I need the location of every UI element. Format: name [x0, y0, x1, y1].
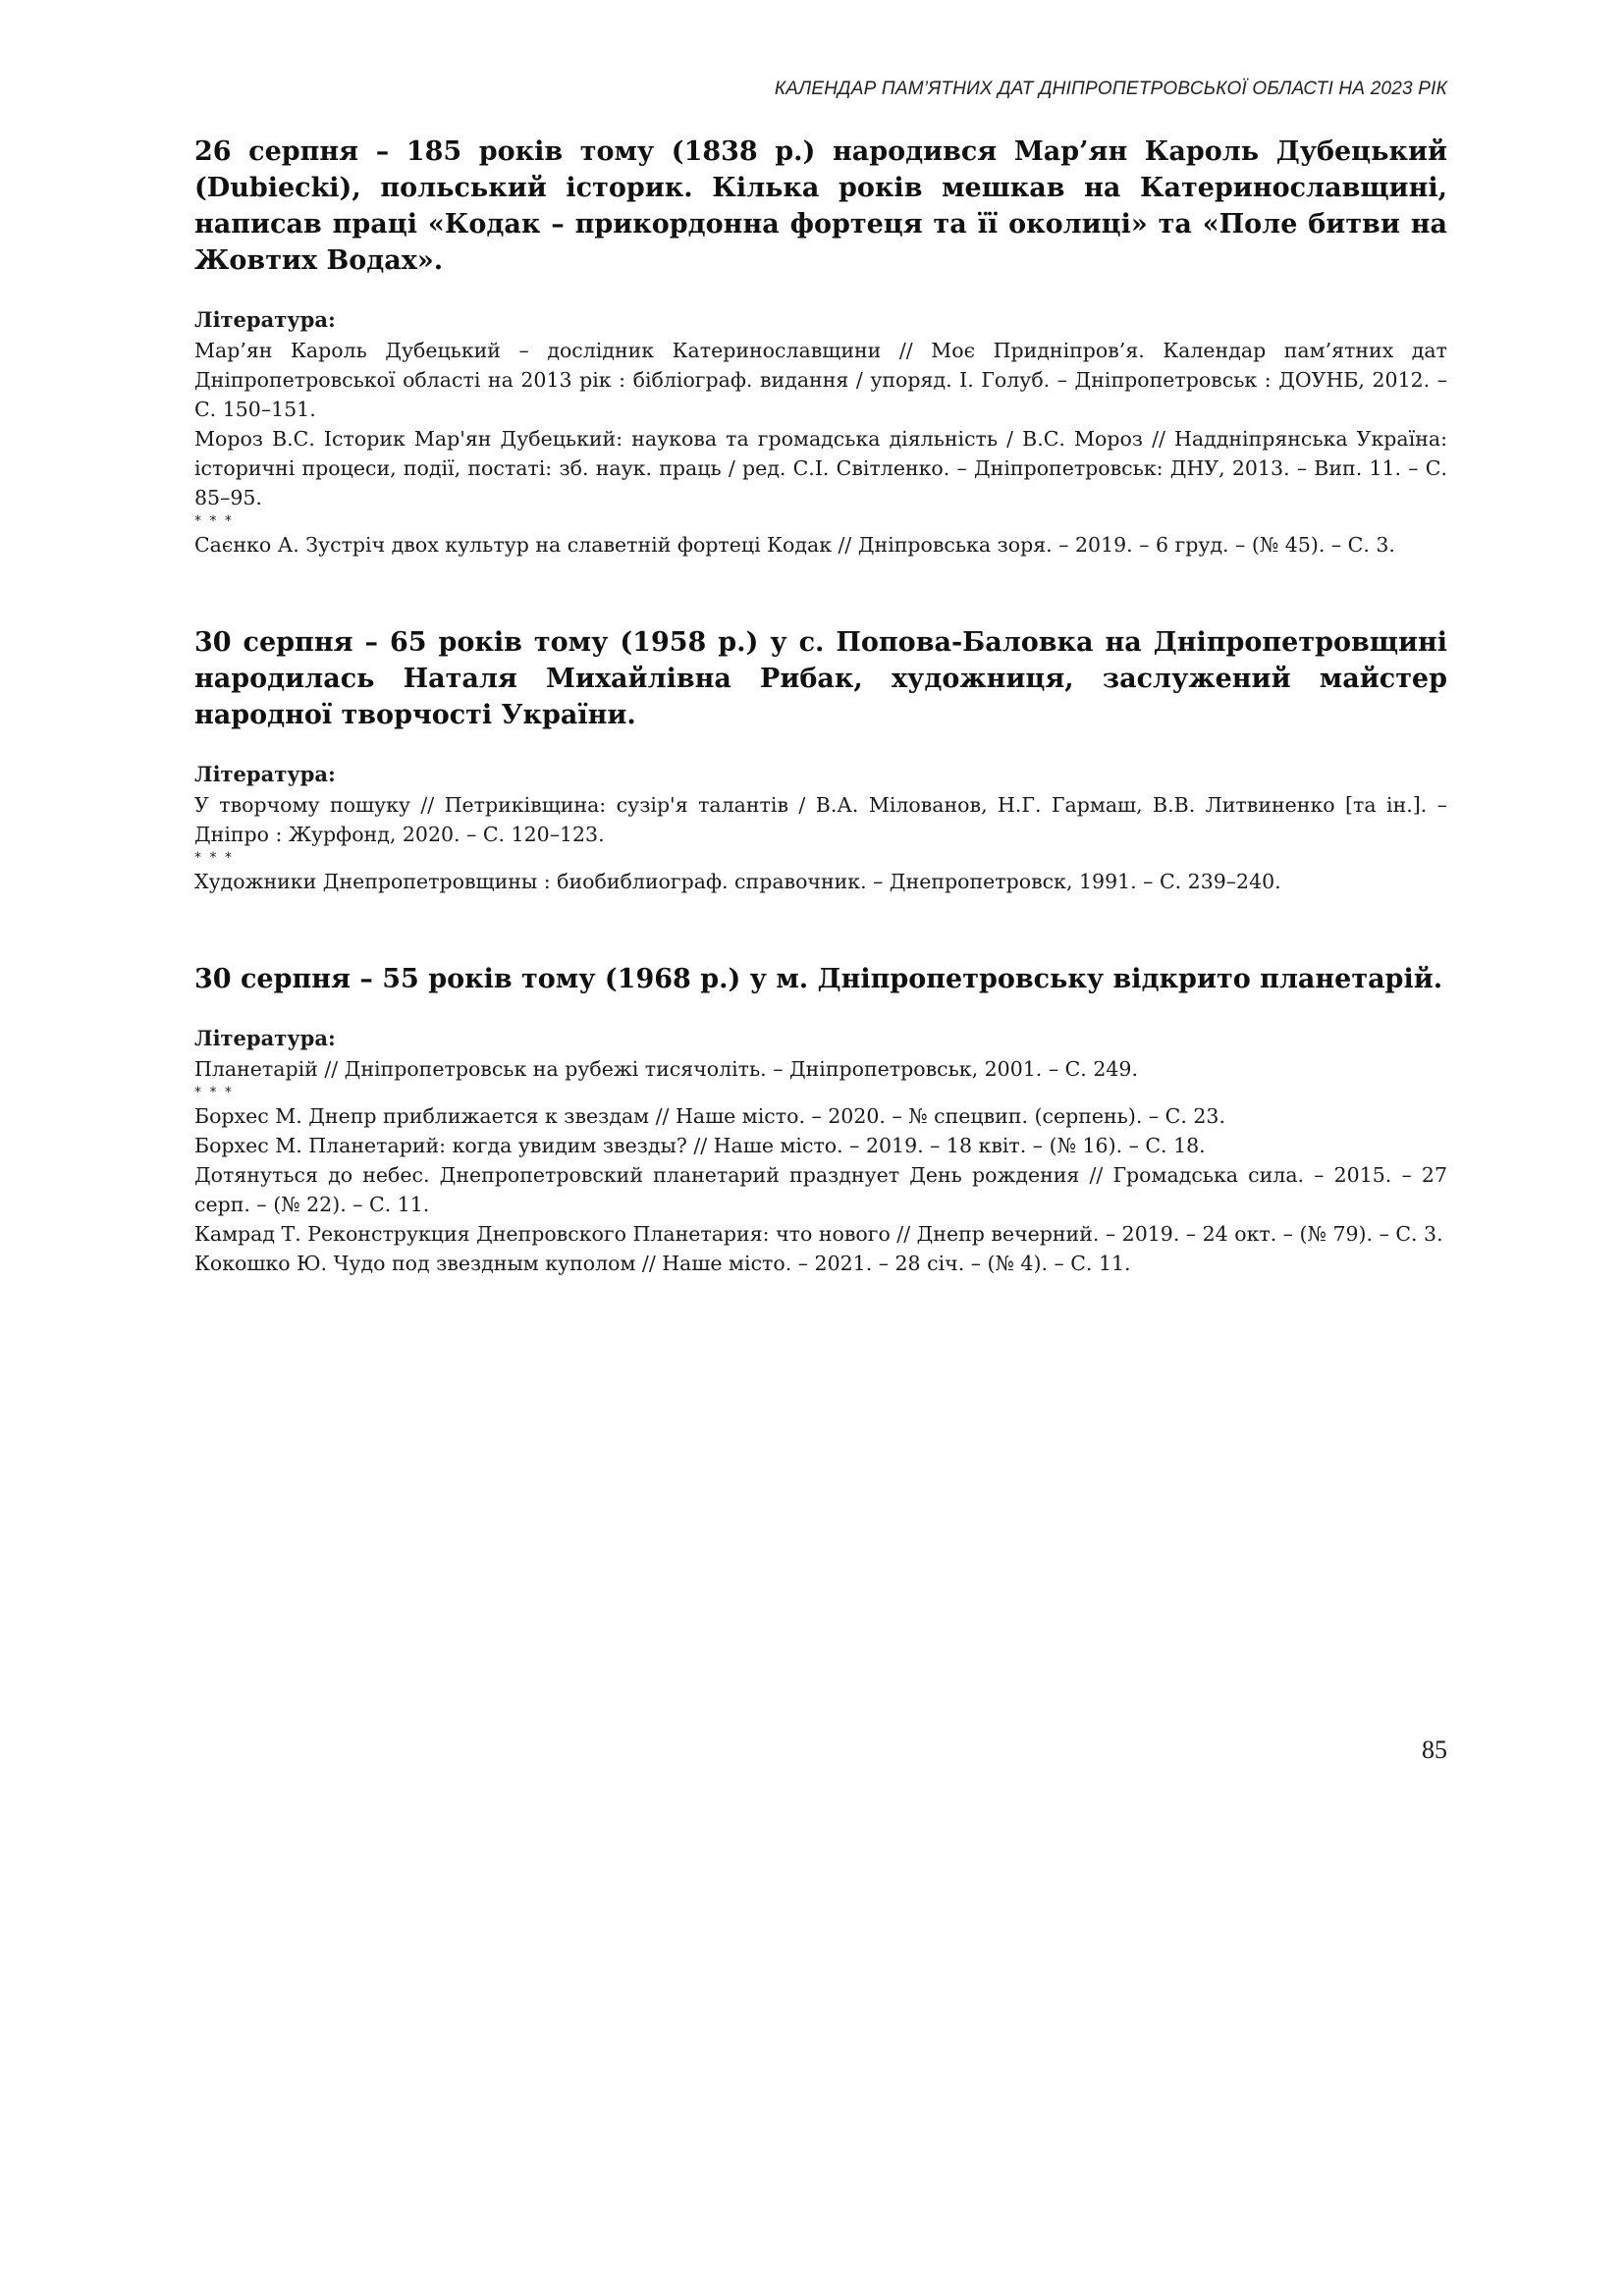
literature-heading: Література:	[194, 307, 336, 332]
literature-item: Борхес М. Днепр приближается к звездам // Наше місто. – 2020. – № спецвип. (серпень). – С. 23.	[194, 1104, 1225, 1128]
section-separator: * * *	[194, 513, 234, 529]
literature-item: Кокошко Ю. Чудо под звездным куполом // Наше місто. – 2021. – 28 січ. – (№ 4). – С. 11.	[194, 1252, 1131, 1275]
running-header: КАЛЕНДАР ПАМ’ЯТНИХ ДАТ ДНІПРОПЕТРОВСЬКОЇ ОБЛАСТІ НА 2023 РІК	[774, 79, 1447, 99]
literature-item: Мар’ян Кароль Дубецький – дослідник Катеринославщини // Моє Придніпров’я. Календар пам’ятних дат Дніпропетровської області на 2013 рік : бібліограф. видання / упоряд. І. Голуб. – Дніпропетровськ : ДОУНБ, 2012. – С. 150–151.	[194, 339, 1447, 421]
literature-item: Камрад Т. Реконструкция Днепровского Планетария: что нового // Днепр вечерний. – 2019. – 24 окт. – (№ 79). – С. 3.	[194, 1222, 1443, 1246]
page-content	[194, 133, 1447, 1343]
section-separator: * * *	[194, 850, 234, 866]
calendar-entry	[194, 624, 1447, 896]
literature-heading: Література:	[194, 762, 336, 786]
entry-title: 30 серпня – 65 років тому (1958 р.) у с. Попова-Баловка на Дніпропетровщині народилась Наталя Михайлівна Рибак, художниця, заслужений майстер народної творчості України.	[194, 627, 1447, 730]
literature-item: Художники Днепропетровщины : биобиблиограф. справочник. – Днепропетровск, 1991. – С. 239–240.	[194, 870, 1281, 893]
literature-item: Борхес М. Планетарий: когда увидим звезды? // Наше місто. – 2019. – 18 квіт. – (№ 16). – С. 18.	[194, 1134, 1206, 1157]
literature-item: У творчому пошуку // Петриківщина: сузір'я талантів / В.А. Мілованов, Н.Г. Гармаш, В.В. Литвиненко [та ін.]. – Дніпро : Журфонд, 2020. – С. 120–123.	[194, 793, 1447, 846]
literature-item: Мороз В.С. Історик Мар'ян Дубецький: наукова та громадська діяльність / В.С. Мороз // Наддніпрянська Україна: історичні процеси, події, постаті: зб. наук. праць / ред. С.І. Світленко. – Дніпропетровськ: ДНУ, 2013. – Вип. 11. – С. 85–95.	[194, 427, 1447, 509]
entry-title: 26 серпня – 185 років тому (1838 р.) народився Мар’ян Кароль Дубецький (Dubiecki), польський історик. Кілька років мешкав на Катеринославщині, написав праці «Кодак – прикордонна фортеця та її околиці» та «Поле битви на Жовтих Водах».	[194, 136, 1447, 276]
literature-heading: Література:	[194, 1026, 336, 1050]
entry-title: 30 серпня – 55 років тому (1968 р.) у м. Дніпропетровську відкрито планетарій.	[194, 964, 1443, 994]
calendar-entry	[194, 961, 1447, 1278]
literature-item: Планетарій // Дніпропетровськ на рубежі тисячоліть. – Дніпропетровськ, 2001. – С. 249.	[194, 1057, 1138, 1081]
literature-item: Дотянуться до небес. Днепропетровский планетарий празднует День рождения // Громадська сила. – 2015. – 27 серп. – (№ 22). – С. 11.	[194, 1163, 1447, 1216]
calendar-entry	[194, 133, 1447, 560]
page-number: 85	[1422, 1735, 1447, 1764]
section-separator: * * *	[194, 1085, 234, 1100]
literature-item: Саєнко А. Зустріч двох культур на славетній фортеці Кодак // Дніпровська зоря. – 2019. – 6 груд. – (№ 45). – С. 3.	[194, 533, 1395, 557]
